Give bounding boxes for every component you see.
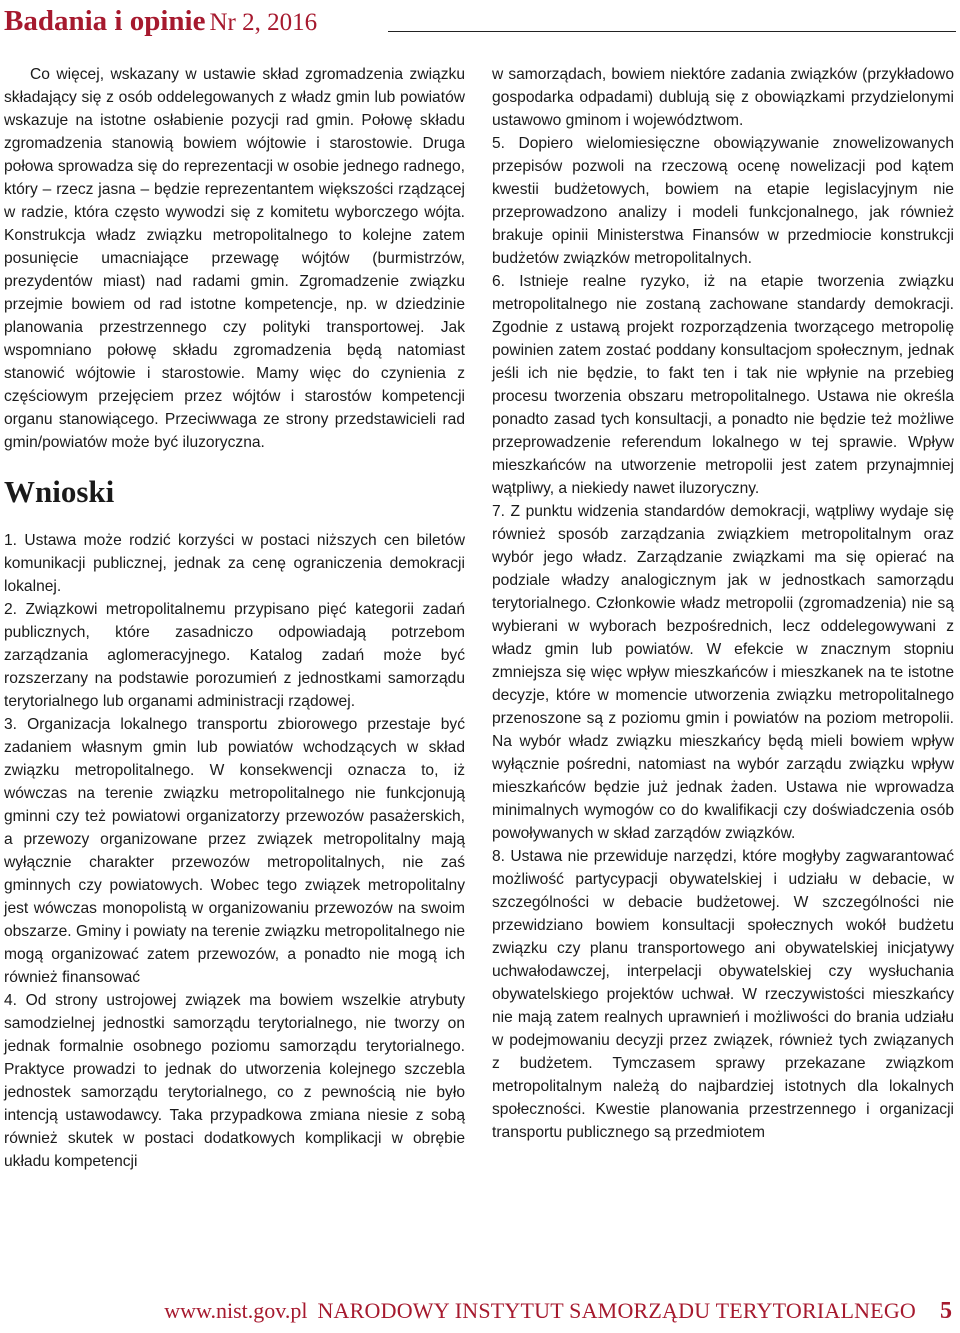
- publication-name: Badania i opinie: [4, 5, 206, 37]
- header-divider: [388, 31, 956, 32]
- conclusion-item-5: 5. Dopiero wielomiesięczne obowiązywanie znowelizowanych przepisów pozwoli na rzeczową ocenę nowelizacji pod kątem kwestii budżetowych, bowiem na etapie legislacyjnym nie przeprowadzono analizy i modeli funkcjonalnego, jak również brakuje opinii Ministerstwa Finansów w przedmiocie konstrukcji budżetów związków metropolitalnych.: [492, 135, 954, 267]
- conclusion-item-2: 2. Związkowi metropolitalnemu przypisano pięć kategorii zadań publicznych, które zasadniczo odpowiadają potrzebom zarządzania aglomeracyjnego. Katalog zadań może być rozszerzany na podstawie porozumień z jednostkami samorządu terytorialnego lub organami administracji rządowej.: [4, 601, 465, 710]
- conclusion-item-1: 1. Ustawa może rodzić korzyści w postaci niższych cen biletów komunikacji publicznej, jednak za cenę ograniczenia demokracji lokalnej.: [4, 532, 465, 595]
- conclusion-item-4: 4. Od strony ustrojowej związek ma bowiem wszelkie atrybuty samodzielnej jednostki samorządu terytorialnego, nie tworzy on jednak formalnie osobnego poziomu samorządu terytorialnego. Praktyce prowadzi to jednak do utworzenia kolejnego szczebla jednostek samorządu terytorialnego, co z pewnością nie było intencją ustawodawcy. Taka przypadkowa zmiana niesie z sobą również skutek w postaci dodatkowych komplikacji w obrębie układu kompetencji: [4, 992, 465, 1170]
- conclusion-item-8: 8. Ustawa nie przewiduje narzędzi, które mogłyby zagwarantować możliwość partycypacji obywatelskiej i udziału w debacie, w szczególności w debacie budżetowej. W szczególności nie przewidziano bowiem konsultacji społecznych wokół budżetu związku czy planu transportowego ani obywatelskiej inicjatywy uchwałodawczej, interpelacji obywatelskiej czy wysłuchania obywatelskiego projektów uchwał. W rzeczywistości mieszkańcy nie mają zatem realnych uprawnień i możliwości do brania udziału w podejmowaniu decyzji przez związek, również tych związanych z budżetem. Tymczasem sprawy przekazane związkom metropolitalnym należą do najbardziej istotnych dla lokalnych społeczności. Kwestie planowania przestrzennego i organizacji transportu publicznego są przedmiotem: [492, 848, 954, 1141]
- page-number: 5: [940, 1298, 952, 1324]
- footer-url-link[interactable]: www.nist.gov.pl: [164, 1298, 308, 1323]
- section-heading-wnioski: Wnioski: [4, 474, 115, 509]
- continuation-paragraph: w samorządach, bowiem niektóre zadania związków (przykładowo gospodarka odpadami) dublują się z obowiązkami przydzielonymi ustawowo gminom i województwom.: [492, 66, 954, 129]
- left-column: [4, 63, 465, 1173]
- page-footer: [164, 1298, 952, 1332]
- right-column: [492, 63, 954, 1144]
- publication-title: [4, 4, 317, 43]
- conclusion-item-7: 7. Z punktu widzenia standardów demokracji, wątpliwy wydaje się również sposób zarządzania związkiem metropolitalnym oraz wybór jego władz. Zarządzanie związkami ma się opierać na podziale władzy analogicznym jak w jednostkach samorządu terytorialnego. Członkowie władz metropolii (zgromadzenia) nie są wybierani w wyborach bezpośrednich, lecz oddelegowywani z władz gmin lub powiatów. W efekcie w znacznym stopniu zmniejsza się więc wpływ mieszkańców i mieszkanek na te istotne decyzje, które w momencie utworzenia związku metropolitalnego przenoszone są z poziomu gmin i powiatów na poziom metropolii. Na wybór władz związku mieszkańcy będą mieli bowiem wpływ wyłącznie pośredni, natomiast na wybór zarządu związku wpływ mieszkańców będzie już jednak żaden. Ustawa nie wprowadza minimalnych wymogów co do kwalifikacji czy doświadczenia osób powoływanych w skład zarządów związków.: [492, 503, 954, 842]
- issue-number: Nr 2, 2016: [209, 9, 318, 36]
- intro-paragraph: Co więcej, wskazany w ustawie skład zgromadzenia związku składający się z osób oddelegowanych z władz gmin lub powiatów wskazuje na istotne osłabienie pozycji rad gmin. Połowę składu zgromadzenia stanowią bowiem wójtowie i starostowie. Druga połowa sprowadza się do reprezentacji w osobie jednego radnego, który – rzecz jasna – będzie reprezentantem większości rządzącej w radzie, która często wywodzi się z komitetu wyborczego wójta. Konstrukcja władz związku metropolitalnego to kolejne zatem posunięcie umacniające przewagę wójtów (burmistrzów, prezydentów miast) nad radami gmin. Zgromadzenie związku przejmie bowiem od rad istotne kompetencje, np. w dziedzinie planowania przestrzennego czy polityki transportowej. Jak wspomniano połowę składu zgromadzenia będą natomiast stanowić wójtowie i starostowie. Mamy więc do czynienia z częściowym przejęciem przez wójtów i starostów kompetencji organu stanowiącego. Przeciwwaga ze strony przedstawicieli rad gmin/powiatów może być iluzoryczna.: [4, 66, 465, 451]
- footer-institute-name: NARODOWY INSTYTUT SAMORZĄDU TERYTORIALNEGO: [317, 1298, 916, 1323]
- conclusion-item-3: 3. Organizacja lokalnego transportu zbiorowego przestaje być zadaniem własnym gmin lub powiatów wchodzących w skład związku metropolitalnego. W konsekwencji oznacza to, iż wówczas na terenie związku metropolitalnego nie funkcjonują gminni czy też powiatowi organizatorzy przewozów pasażerskich, a przewozy organizowane przez związek metropolitalny mają wyłącznie charakter przewozów metropolitalnych, nie zaś gminnych czy powiatowych. Wobec tego związek metropolitalny jest wówczas monopolistą w organizowaniu przewozów na swoim obszarze. Gminy i powiaty na terenie związku metropolitalnego nie mogą organizować zatem przewozów, a ponadto nie mogą ich również finansować: [4, 716, 465, 986]
- page-header: [4, 4, 956, 40]
- conclusion-item-6: 6. Istnieje realne ryzyko, iż na etapie tworzenia związku metropolitalnego nie zostaną zachowane standardy demokracji. Zgodnie z ustawą projekt rozporządzenia tworzącego metropolię powinien zatem zostać poddany konsultacjom społecznym, jednak jeśli ich nie będzie, to fakt ten i tak nie wpłynie na przebieg procesu tworzenia obszaru metropolitalnego. Ustawa nie określa ponadto zasad tych konsultacji, a ponadto nie będzie też możliwe przeprowadzenie referendum lokalnego w tej sprawie. Wpływ mieszkańców na utworzenie metropolii jest zatem przynajmniej wątpliwy, a niekiedy nawet iluzoryczny.: [492, 273, 954, 497]
